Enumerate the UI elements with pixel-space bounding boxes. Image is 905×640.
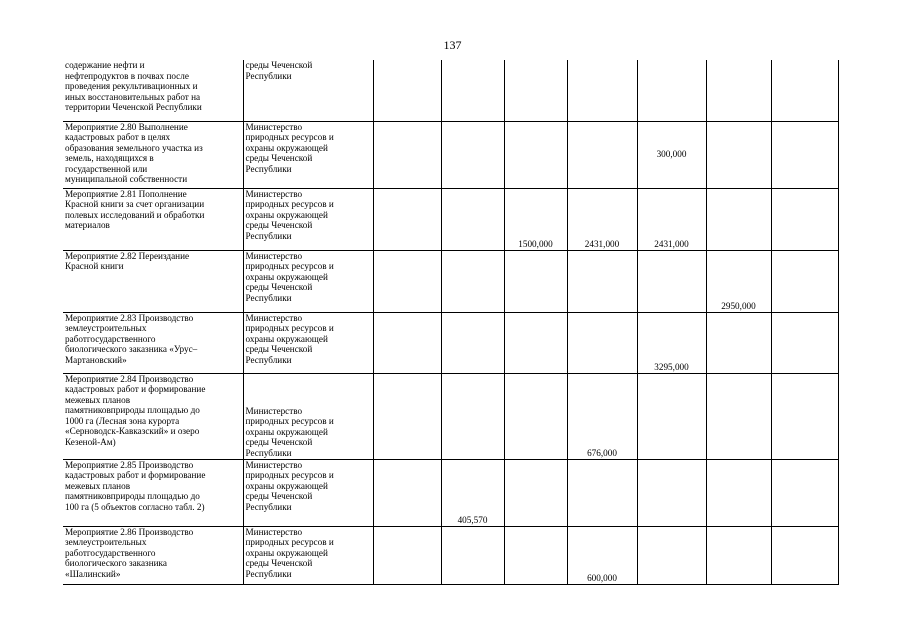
- value-cell: [441, 526, 504, 584]
- value-cell: [706, 60, 771, 121]
- value-cell: [441, 188, 504, 250]
- value-cell: [706, 121, 771, 188]
- value-cell: 600,000: [567, 526, 637, 584]
- table-row: [63, 373, 838, 459]
- measure-name-cell: Мероприятие 2.85 Производство кадастровых работ и формирование межевых планов памятниковприроды площадью до 100 га (5 объектов согласно табл. 2): [63, 459, 243, 526]
- value-cell: 2431,000: [567, 188, 637, 250]
- value-cell: [567, 459, 637, 526]
- measure-name-cell: Мероприятие 2.83 Производство землеустроительных работгосударственного биологического заказника «Урус– Мартановский»: [63, 312, 243, 373]
- value-cell: [373, 250, 441, 312]
- value-cell: [567, 312, 637, 373]
- table-row: [63, 312, 838, 373]
- value-cell: [441, 312, 504, 373]
- executor-cell: среды Чеченской Республики: [243, 60, 373, 121]
- executor-cell: Министерство природных ресурсов и охраны окружающей среды Чеченской Республики: [243, 121, 373, 188]
- value-cell: [706, 459, 771, 526]
- value-cell: [441, 60, 504, 121]
- value-cell: [567, 121, 637, 188]
- value-cell: 405,570: [441, 459, 504, 526]
- value-cell: [504, 60, 567, 121]
- value-cell: [373, 312, 441, 373]
- measure-name-cell: Мероприятие 2.80 Выполнение кадастровых работ в целях образования земельного участка из земель, находящихся в государственной или муниципальной собственности: [63, 121, 243, 188]
- executor-cell: Министерство природных ресурсов и охраны окружающей среды Чеченской Республики: [243, 250, 373, 312]
- value-cell: [373, 188, 441, 250]
- table-row: [63, 459, 838, 526]
- value-cell: [771, 60, 838, 121]
- measure-name-cell: Мероприятие 2.84 Производство кадастровых работ и формирование межевых планов памятниковприроды площадью до 1000 га (Лесная зона курорта «Серноводск-Кавказский» и озеро Кезеной-Ам): [63, 373, 243, 459]
- measure-name-cell: содержание нефти и нефтепродуктов в почвах после проведения рекультивационных и иных восстановительных работ на территории Чеченской Республики: [63, 60, 243, 121]
- table-row: [63, 121, 838, 188]
- executor-cell: Министерство природных ресурсов и охраны окружающей среды Чеченской Республики: [243, 526, 373, 584]
- value-cell: [771, 188, 838, 250]
- value-cell: [441, 121, 504, 188]
- value-cell: [771, 250, 838, 312]
- value-cell: [771, 373, 838, 459]
- value-cell: [771, 459, 838, 526]
- measure-name-cell: Мероприятие 2.82 Переиздание Красной книги: [63, 250, 243, 312]
- table-row: [63, 60, 838, 121]
- measure-name-cell: Мероприятие 2.86 Производство землеустроительных работгосударственного биологического заказника «Шалинский»: [63, 526, 243, 584]
- value-cell: [441, 250, 504, 312]
- value-cell: [771, 312, 838, 373]
- executor-cell: Министерство природных ресурсов и охраны окружающей среды Чеченской Республики: [243, 188, 373, 250]
- value-cell: [706, 526, 771, 584]
- table-row: [63, 188, 838, 250]
- measure-name-cell: Мероприятие 2.81 Пополнение Красной книги за счет организации полевых исследований и обработки материалов: [63, 188, 243, 250]
- value-cell: 676,000: [567, 373, 637, 459]
- value-cell: 2431,000: [637, 188, 706, 250]
- value-cell: [706, 188, 771, 250]
- executor-cell: Министерство природных ресурсов и охраны окружающей среды Чеченской Республики: [243, 459, 373, 526]
- value-cell: [441, 373, 504, 459]
- value-cell: [706, 373, 771, 459]
- value-cell: [373, 121, 441, 188]
- measures-table: [63, 60, 839, 585]
- value-cell: 3295,000: [637, 312, 706, 373]
- executor-cell: Министерство природных ресурсов и охраны окружающей среды Чеченской Республики: [243, 312, 373, 373]
- table-row: [63, 250, 838, 312]
- table-row: [63, 526, 838, 584]
- executor-cell: Министерство природных ресурсов и охраны окружающей среды Чеченской Республики: [243, 373, 373, 459]
- value-cell: 1500,000: [504, 188, 567, 250]
- page-number: 137: [443, 38, 462, 52]
- value-cell: [504, 459, 567, 526]
- value-cell: 2950,000: [706, 250, 771, 312]
- value-cell: [637, 373, 706, 459]
- value-cell: [504, 250, 567, 312]
- value-cell: [504, 312, 567, 373]
- value-cell: [567, 60, 637, 121]
- value-cell: [373, 373, 441, 459]
- value-cell: [637, 250, 706, 312]
- value-cell: [504, 526, 567, 584]
- value-cell: [706, 312, 771, 373]
- value-cell: [637, 459, 706, 526]
- value-cell: [373, 459, 441, 526]
- value-cell: [637, 60, 706, 121]
- value-cell: [567, 250, 637, 312]
- value-cell: 300,000: [637, 121, 706, 188]
- value-cell: [373, 60, 441, 121]
- value-cell: [771, 121, 838, 188]
- value-cell: [504, 121, 567, 188]
- value-cell: [637, 526, 706, 584]
- value-cell: [771, 526, 838, 584]
- value-cell: [504, 373, 567, 459]
- value-cell: [373, 526, 441, 584]
